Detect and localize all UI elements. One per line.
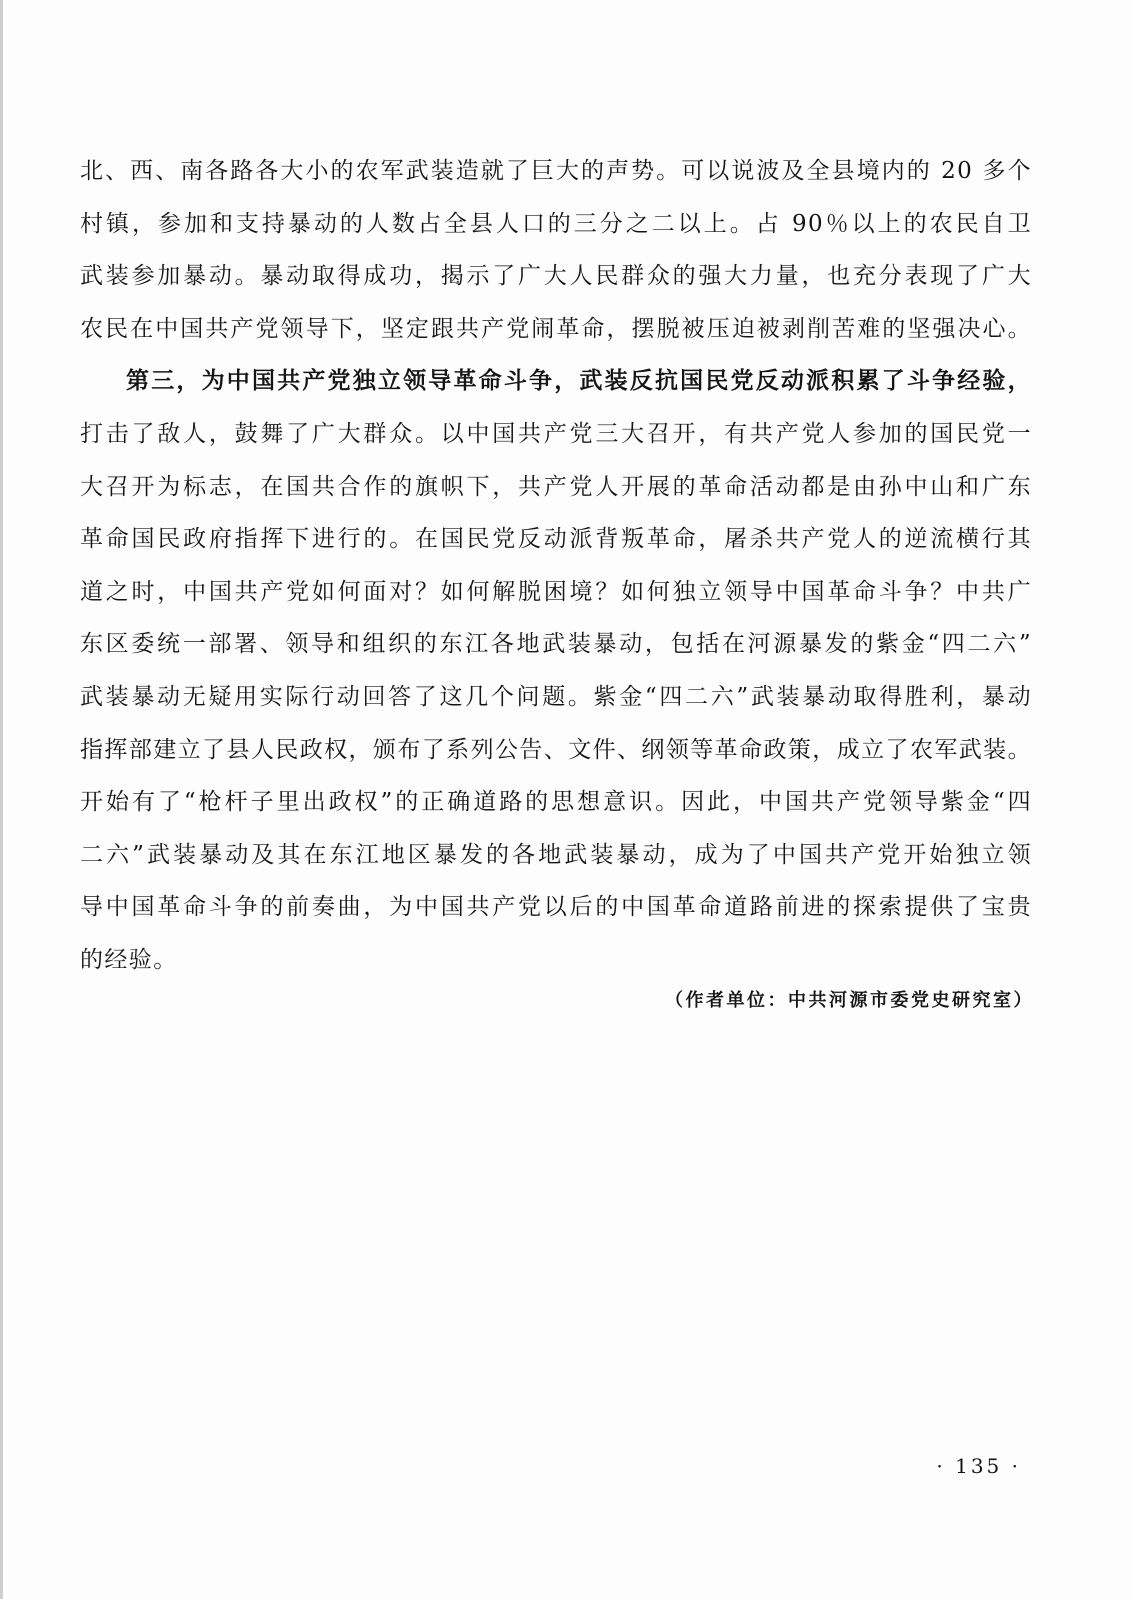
text-line: 武装暴动无疑用实际行动回答了这几个问题。紫金“四二六”武装暴动取得胜利，暴动: [80, 683, 1032, 710]
text-line: 武装参加暴动。暴动取得成功，揭示了广大人民群众的强大力量，也充分表现了广大: [80, 263, 1032, 290]
text-line: 大召开为标志，在国共合作的旗帜下，共产党人开展的革命活动都是由孙中山和广东: [80, 473, 1032, 500]
text-line: 村镇，参加和支持暴动的人数占全县人口的三分之二以上。占 90％以上的农民自卫: [80, 210, 1032, 237]
text-line: 道之时，中国共产党如何面对？如何解脱困境？如何独立领导中国革命斗争？中共广: [80, 578, 1032, 605]
text-line: 北、西、南各路各大小的农军武装造就了巨大的声势。可以说波及全县境内的 20 多个: [80, 158, 1032, 184]
text-line: 打击了敌人，鼓舞了广大群众。以中国共产党三大召开，有共产党人参加的国民党一: [80, 420, 1032, 447]
page-number: · 135 ·: [936, 1454, 1021, 1478]
paragraph-start-line: 第三，为中国共产党独立领导革命斗争，武装反抗国民党反动派积累了斗争经验，: [126, 367, 1032, 395]
text-line: 开始有了“枪杆子里出政权”的正确道路的思想意识。因此，中国共产党领导紫金“四: [80, 789, 1032, 816]
text-line: 东区委统一部署、领导和组织的东江各地武装暴动，包括在河源暴发的紫金“四二六”: [80, 631, 1032, 658]
body-text: [80, 145, 1032, 987]
text-line: 革命国民政府指挥下进行的。在国民党反动派背叛革命，屠杀共产党人的逆流横行其: [80, 526, 1032, 553]
text-line: 指挥部建立了县人民政权，颁布了系列公告、文件、纲领等革命政策，成立了农军武装。: [80, 736, 1032, 763]
page-edge-shadow: [0, 0, 3, 1599]
text-line: 导中国革命斗争的前奏曲，为中国共产党以后的中国革命道路前进的探索提供了宝贵: [80, 894, 1032, 921]
text-line: 农民在中国共产党领导下，坚定跟共产党闹革命，摆脱被压迫被剥削苦难的坚强决心。: [80, 315, 1032, 342]
paragraph-end-line: 的经验。: [80, 946, 178, 973]
text-line: 二六”武装暴动及其在东江地区暴发的各地武装暴动，成为了中国共产党开始独立领: [80, 841, 1032, 868]
author-affiliation: （作者单位：中共河源市委党史研究室）: [665, 990, 1034, 1011]
